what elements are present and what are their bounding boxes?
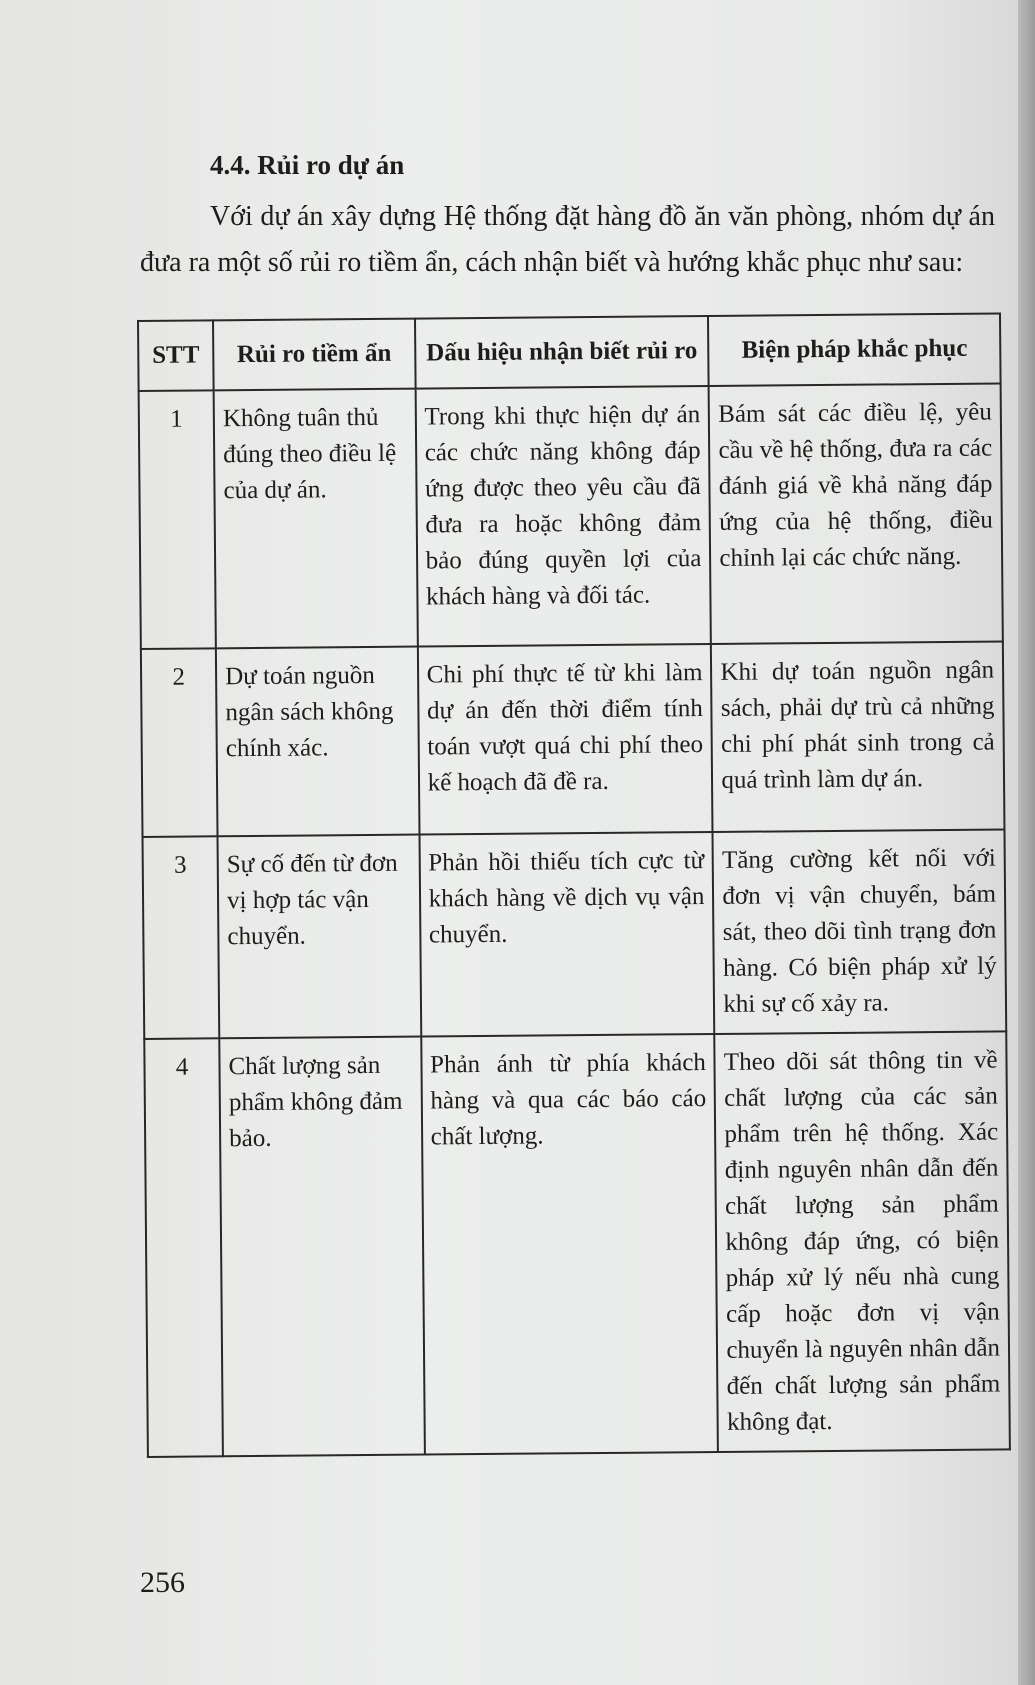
table-header-row bbox=[138, 313, 1001, 391]
cell-stt: 3 bbox=[143, 836, 220, 1039]
section-heading: 4.4. Rủi ro dự án bbox=[210, 150, 405, 180]
page-edge bbox=[1018, 0, 1035, 1685]
cell-remedy: Tăng cường kết nối với đơn vị vận chuyển, bám sát, theo dõi tình trạng đơn hàng. Có biện pháp xử lý khi sự cố xảy ra. bbox=[713, 829, 1006, 1034]
cell-risk: Dự toán nguồn ngân sách không chính xác. bbox=[216, 647, 419, 837]
cell-remedy: Theo dõi sát thông tin về chất lượng của các sản phẩm trên hệ thống. Xác định nguyên nhân dẫn đến chất lượng sản phẩm không đáp ứng, có biện pháp xử lý nếu nhà cung cấp hoặc đơn vị vận chuyển là nguyên nhân dẫn đến chất lượng sản phẩm không đạt. bbox=[715, 1031, 1010, 1452]
intro-paragraph: Với dự án xây dựng Hệ thống đặt hàng đồ ăn văn phòng, nhóm dự án đưa ra một số rủi ro tiềm ẩn, cách nhận biết và hướng khắc phục như sau: bbox=[140, 201, 995, 278]
cell-risk: Sự cố đến từ đơn vị hợp tác vận chuyển. bbox=[218, 835, 421, 1039]
header-risk: Rủi ro tiềm ẩn bbox=[213, 319, 415, 391]
header-stt: STT bbox=[138, 320, 214, 391]
header-sign: Dấu hiệu nhận biết rủi ro bbox=[415, 316, 709, 389]
table-row bbox=[144, 1031, 1010, 1457]
cell-sign: Chi phí thực tế từ khi làm dự án đến thời điểm tính toán vượt quá chi phí theo kế hoạch đã đề ra. bbox=[417, 644, 712, 835]
cell-sign: Trong khi thực hiện dự án các chức năng không đáp ứng được theo yêu cầu đã đưa ra hoặc không đảm bảo đúng quyền lợi của khách hàng và đối tác. bbox=[415, 386, 711, 647]
cell-stt: 2 bbox=[141, 648, 218, 837]
cell-remedy: Khi dự toán nguồn ngân sách, phải dự trù cả những chi phí phát sinh trong cả quá trình làm dự án. bbox=[711, 641, 1004, 832]
table-row bbox=[143, 829, 1007, 1039]
header-remedy: Biện pháp khắc phục bbox=[708, 313, 1000, 386]
cell-sign: Phản hồi thiếu tích cực từ khách hàng về dịch vụ vận chuyển. bbox=[419, 832, 715, 1037]
page-number: 256 bbox=[140, 1566, 185, 1599]
cell-risk: Không tuân thủ đúng theo điều lệ của dự án. bbox=[214, 389, 418, 649]
table-row bbox=[139, 383, 1003, 649]
cell-remedy: Bám sát các điều lệ, yêu cầu về hệ thống, đưa ra các đánh giá về khả năng đáp ứng của hệ thống, điều chỉnh lại các chức năng. bbox=[709, 383, 1003, 644]
risk-table bbox=[137, 312, 1011, 1457]
cell-stt: 1 bbox=[139, 390, 216, 649]
cell-stt: 4 bbox=[144, 1038, 223, 1457]
table-row bbox=[141, 641, 1005, 837]
cell-risk: Chất lượng sản phẩm không đảm bảo. bbox=[219, 1037, 424, 1457]
cell-sign: Phản ánh từ phía khách hàng và qua các báo cáo chất lượng. bbox=[421, 1034, 718, 1455]
